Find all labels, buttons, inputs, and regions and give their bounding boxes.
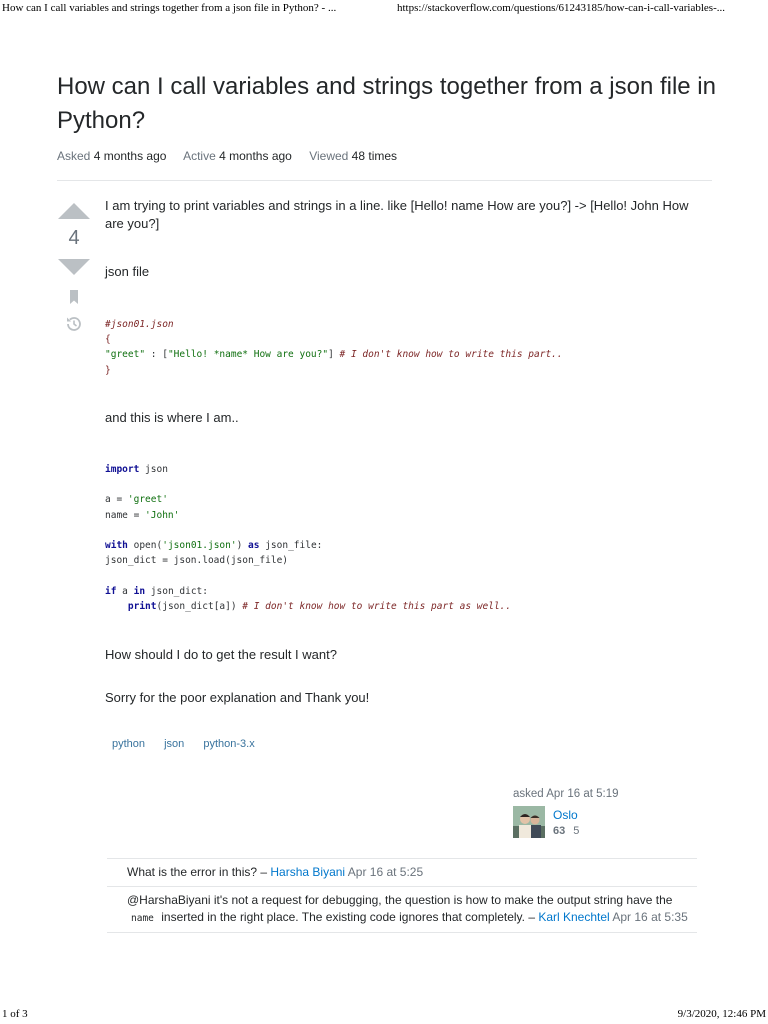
- comment-date: Apr 16 at 5:35: [609, 910, 688, 924]
- user-reputation: [553, 825, 579, 837]
- comment-text: @HarshaBiyani it's not a request for debugging, the question is how to make the output string have the: [127, 893, 673, 907]
- code-block-python: [105, 462, 705, 614]
- comment-item: [107, 858, 697, 886]
- viewed-value: 48 times: [351, 149, 398, 163]
- user-name[interactable]: Oslo: [553, 808, 578, 822]
- print-url: https://stackoverflow.com/questions/61243185/how-can-i-call-variables-...: [397, 2, 725, 14]
- comment-inline-code: name: [127, 912, 158, 925]
- comment-user[interactable]: Harsha Biyani: [270, 865, 346, 879]
- print-datetime: 9/3/2020, 12:46 PM: [677, 1008, 766, 1020]
- code2-print-kw: print: [127, 600, 157, 612]
- tag-json[interactable]: json: [164, 738, 185, 750]
- code2-print-indent: [105, 601, 128, 612]
- code2-name-str: 'John': [145, 509, 180, 521]
- print-header: [2, 2, 766, 18]
- comment-text: What is the error in this? –: [127, 865, 271, 879]
- code2-with-end: json_file:: [259, 540, 323, 552]
- code2-import-kw: import: [105, 464, 140, 475]
- asked-value: 4 months ago: [93, 149, 167, 163]
- body-paragraph-5: Sorry for the poor explanation and Thank you!: [105, 690, 370, 705]
- question-body-how: [105, 646, 705, 664]
- active-label: Active: [183, 149, 216, 163]
- code2-with-mid: open(: [127, 540, 163, 552]
- print-footer: [2, 1004, 766, 1020]
- asked-timestamp: asked Apr 16 at 5:19: [513, 788, 619, 800]
- comment-list: [107, 858, 697, 933]
- code2-if-end: json_dict:: [145, 585, 208, 597]
- code1-line3-key: "greet": [105, 349, 146, 361]
- comment-user[interactable]: Karl Knechtel: [538, 910, 610, 924]
- header-divider: [57, 180, 712, 181]
- code2-name-pre: name =: [105, 509, 146, 521]
- code2-load-line: json_dict = json.load(json_file): [105, 555, 289, 567]
- tag-python[interactable]: python: [112, 738, 146, 750]
- code1-line3-str: "Hello! *name* How are you?": [167, 349, 329, 361]
- code1-line4: }: [105, 364, 111, 376]
- code2-print-rest: (json_dict[a]): [156, 600, 243, 612]
- tag-list: [106, 735, 265, 753]
- code2-with-str: 'json01.json': [162, 540, 237, 552]
- code-block-json: [105, 317, 705, 378]
- question-body-json-label: [105, 263, 705, 281]
- code1-line3-close: ]: [328, 349, 340, 361]
- code2-if-a: a: [116, 585, 134, 597]
- code1-line2: {: [105, 334, 111, 346]
- code2-as-kw: as: [248, 540, 260, 552]
- body-paragraph-1: I am trying to print variables and strings in a line. like [Hello! name How are you?] -> [Hello! John How are you?]: [105, 198, 689, 231]
- viewed-label: Viewed: [309, 149, 349, 163]
- code2-print-comment: # I don't know how to write this part as well..: [242, 600, 512, 612]
- question-body-where: [105, 409, 705, 427]
- code2-a-pre: a =: [105, 494, 128, 506]
- history-icon[interactable]: [65, 315, 83, 333]
- comment-date: Apr 16 at 5:25: [345, 865, 424, 879]
- code2-a-str: 'greet': [127, 494, 168, 506]
- active-value[interactable]: 4 months ago: [219, 149, 292, 163]
- avatar[interactable]: [513, 806, 545, 838]
- bookmark-icon[interactable]: [68, 289, 80, 305]
- bronze-badge-count: 5: [573, 825, 580, 837]
- code2-with-close: ): [236, 540, 249, 552]
- comment-item: [107, 886, 697, 933]
- code2-import-rest: json: [139, 464, 168, 475]
- code2-with-kw: with: [105, 540, 128, 552]
- comment-text: inserted in the right place. The existing code ignores that completely. –: [157, 910, 539, 924]
- code1-line1: #json01.json: [105, 319, 174, 330]
- question-body-sorry: [105, 689, 705, 707]
- code2-in-kw: in: [133, 585, 146, 597]
- tag-python-3x[interactable]: python-3.x: [203, 738, 255, 750]
- asked-label: Asked: [57, 149, 91, 163]
- question-title[interactable]: How can I call variables and strings together from a json file in Python?: [57, 73, 716, 134]
- body-paragraph-4: How should I do to get the result I want?: [105, 647, 337, 662]
- question-body: [105, 197, 705, 233]
- upvote-arrow-icon[interactable]: [58, 203, 90, 219]
- print-page-number: 1 of 3: [2, 1008, 28, 1020]
- vote-cell: [56, 203, 92, 333]
- vote-count: 4: [68, 227, 80, 249]
- body-paragraph-2: json file: [105, 264, 150, 279]
- code1-line3-colon: : [: [145, 349, 168, 361]
- print-page-title: How can I call variables and strings together from a json file in Python? - ...: [2, 2, 337, 14]
- question-meta: [57, 149, 411, 163]
- body-paragraph-3: and this is where I am..: [105, 410, 239, 425]
- code2-if-kw: if: [105, 585, 117, 597]
- reputation-score: 63: [553, 825, 566, 837]
- downvote-arrow-icon[interactable]: [58, 259, 90, 275]
- code1-line3-comment: # I don't know how to write this part..: [339, 349, 563, 361]
